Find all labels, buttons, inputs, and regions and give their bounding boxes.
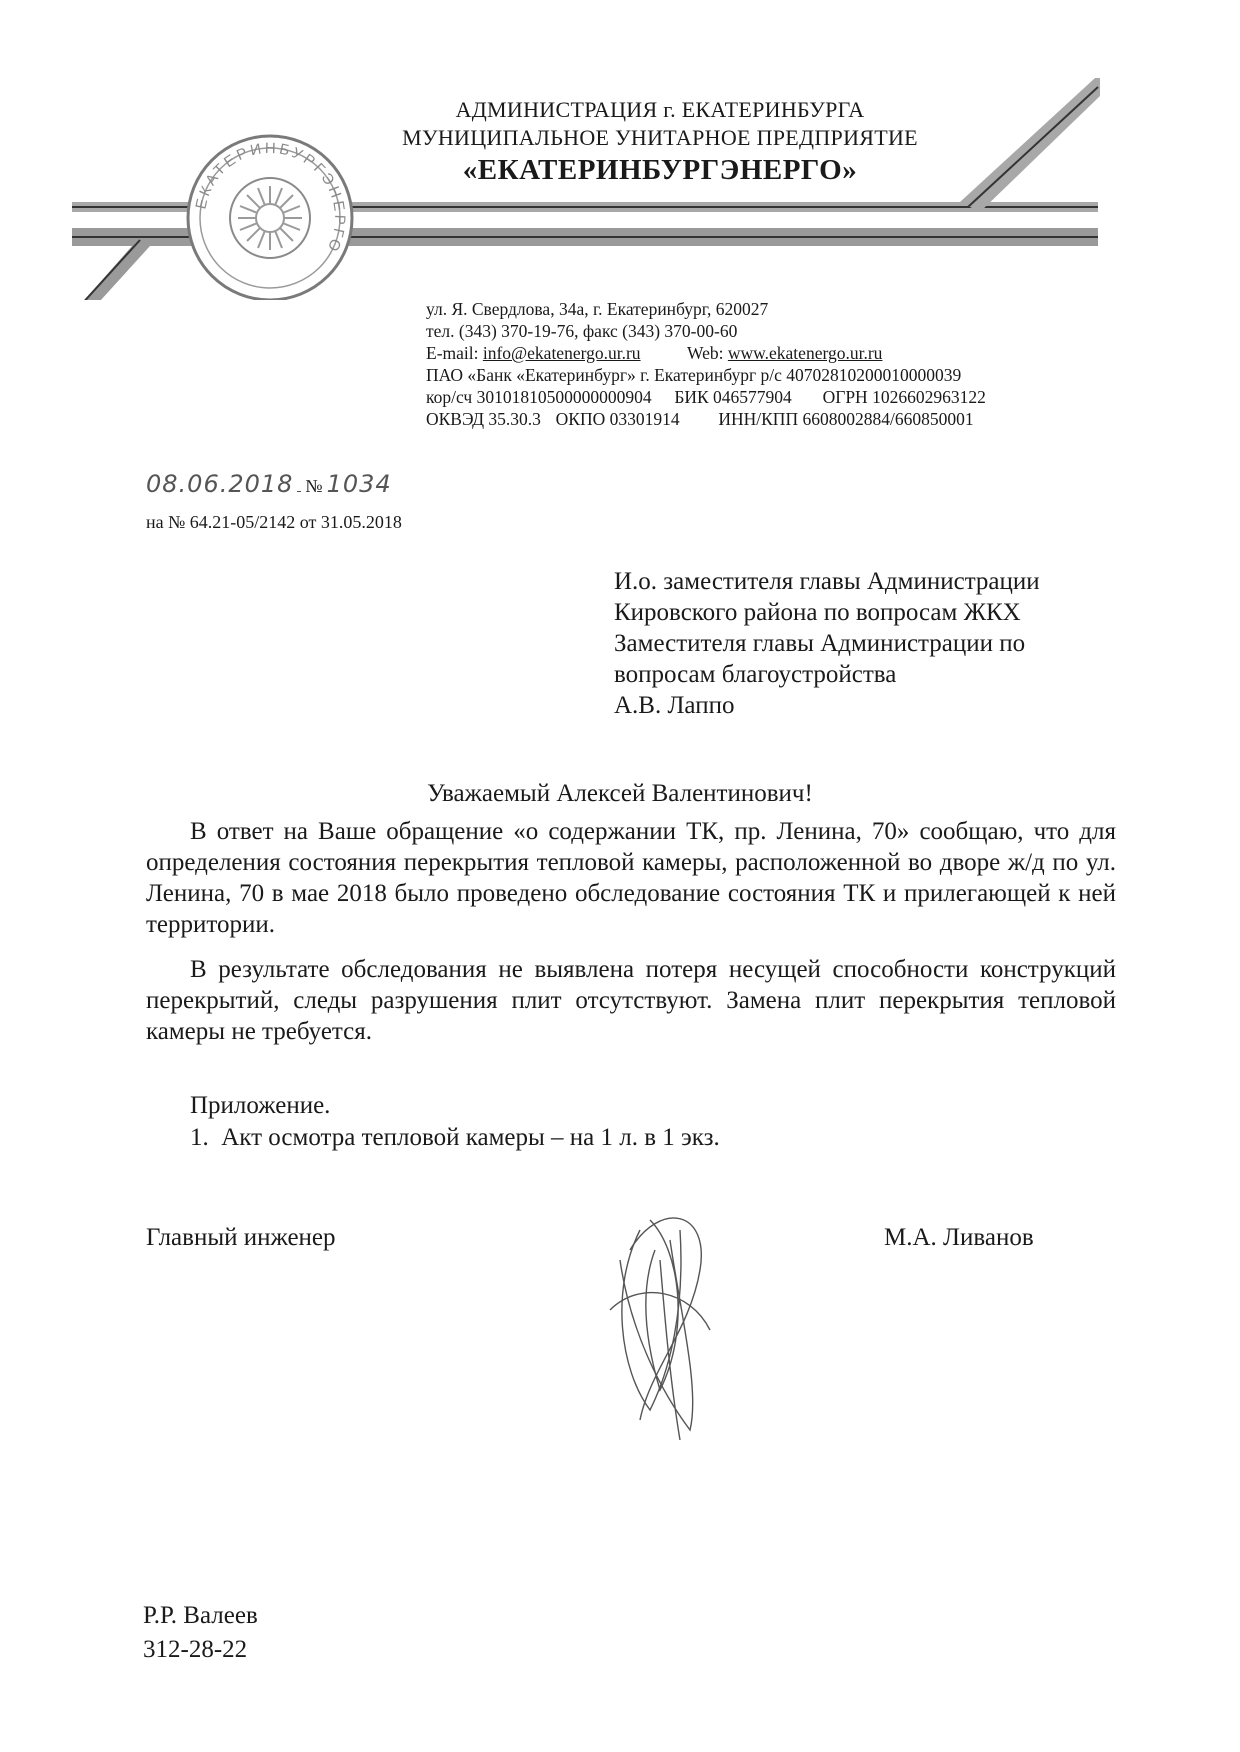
- outgoing-number-label: №: [305, 476, 323, 496]
- addressee-line: И.о. заместителя главы Администрации: [614, 568, 1040, 595]
- bank-details: ПАО «Банк «Екатеринбург» г. Екатеринбург р/с 40702810200010000039: [426, 365, 962, 385]
- okpo-code: ОКПО 03301914: [555, 409, 680, 429]
- web-link[interactable]: www.ekatenergo.ur.ru: [727, 343, 883, 363]
- greeting: Уважаемый Алексей Валентинович!: [427, 780, 813, 807]
- email-link[interactable]: info@ekatenergo.ur.ru: [482, 343, 641, 363]
- handwritten-signature: [590, 1190, 730, 1450]
- addressee-name: А.В. Лаппо: [614, 692, 735, 719]
- company-address: ул. Я. Свердлова, 34а, г. Екатеринбург, 620027: [426, 299, 769, 319]
- attachment-item: 1. Акт осмотра тепловой камеры – на 1 л. в 1 экз.: [190, 1124, 720, 1151]
- reference-number: на № 64.21-05/2142 от 31.05.2018: [146, 512, 402, 532]
- signatory-position: Главный инженер: [146, 1224, 336, 1251]
- letterhead-title-block: [340, 96, 980, 188]
- inn-kpp-code: ИНН/КПП 6608002884/660850001: [718, 409, 974, 429]
- company-phone: тел. (343) 370-19-76, факс (343) 370-00-60: [426, 321, 738, 341]
- letterhead-line-administration: АДМИНИСТРАЦИЯ г. ЕКАТЕРИНБУРГА: [455, 97, 865, 122]
- email-label: E-mail:: [426, 343, 479, 363]
- executor-phone: 312-28-22: [143, 1636, 248, 1663]
- company-requisites: [426, 298, 986, 430]
- executor-name: Р.Р. Валеев: [143, 1602, 258, 1629]
- addressee-line: вопросам благоустройства: [614, 661, 897, 688]
- web-label: Web:: [687, 343, 724, 363]
- addressee-line: Кировского района по вопросам ЖКХ: [614, 599, 1021, 626]
- outgoing-registration: [146, 470, 392, 498]
- seal-text: ЕКАТЕРИНБУРГЭНЕРГО: [192, 139, 349, 257]
- correspondent-account: кор/сч 30101810500000000904: [426, 387, 652, 407]
- company-seal-logo: [188, 136, 352, 300]
- outgoing-date: 08.06.2018: [146, 470, 294, 498]
- signatory-name: М.А. Ливанов: [884, 1224, 1034, 1251]
- addressee-block: [614, 566, 1040, 721]
- outgoing-number: 1034: [326, 470, 392, 498]
- addressee-line: Заместителя главы Администрации по: [614, 630, 1026, 657]
- ogrn-code: ОГРН 1026602963122: [822, 387, 986, 407]
- letter-paragraph-2: В результате обследования не выявлена потеря несущей способности конструкций перекрытий, следы разрушения плит отсутствуют. Замена плит перекрытия тепловой камеры не требуется.: [146, 956, 1116, 1045]
- attachment-title: Приложение.: [190, 1092, 331, 1119]
- letter-paragraph-1: В ответ на Ваше обращение «о содержании ТК, пр. Ленина, 70» сообщаю, что для определения состояния перекрытия тепловой камеры, расположенной во дворе ж/д по ул. Ленина, 70 в мае 2018 было проведено обследование состояния ТК и прилегающей к ней территории.: [146, 818, 1116, 938]
- letterhead-line-enterprise-type: МУНИЦИПАЛЬНОЕ УНИТАРНОЕ ПРЕДПРИЯТИЕ: [402, 125, 918, 150]
- company-name: «ЕКАТЕРИНБУРГЭНЕРГО»: [462, 154, 858, 186]
- bik-code: БИК 046577904: [674, 387, 792, 407]
- okved-code: ОКВЭД 35.30.3: [426, 409, 541, 429]
